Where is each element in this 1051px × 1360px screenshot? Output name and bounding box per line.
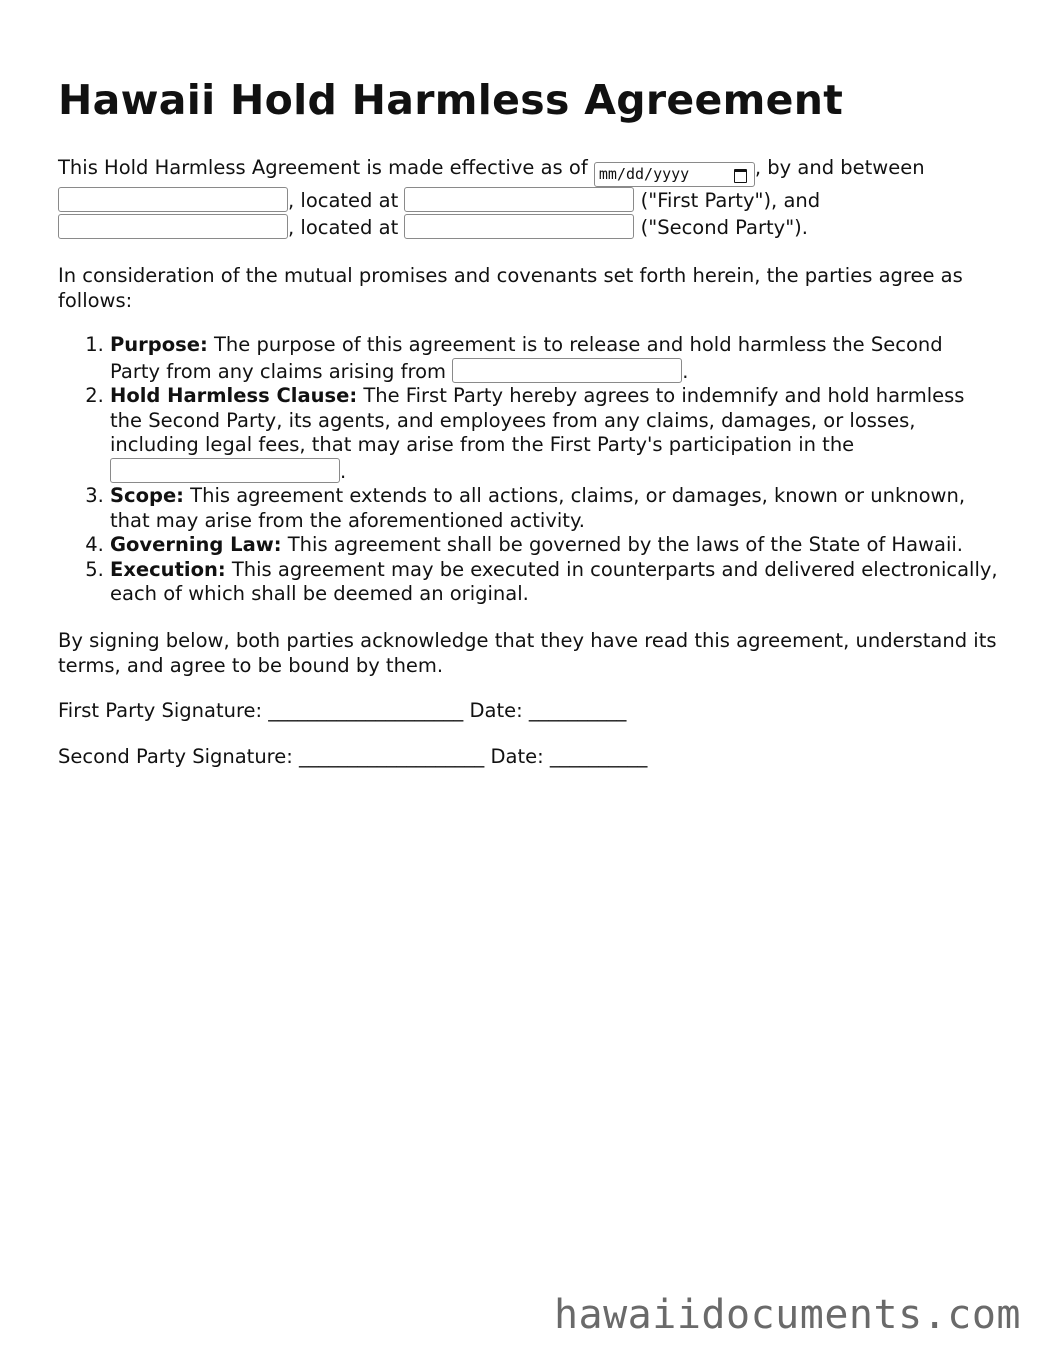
second-party-signature-line: Second Party Signature: ___________________ Date: __________ (58, 744, 648, 768)
clause-text: The purpose of this agreement is to release and hold harmless the Second Party from any claims arising from (110, 333, 943, 383)
activity-input[interactable] (110, 458, 340, 483)
clause-label: Scope: (110, 484, 184, 507)
consideration-paragraph: In consideration of the mutual promises and covenants set forth herein, the parties agree as follows: (58, 264, 963, 312)
clause-label: Hold Harmless Clause: (110, 384, 358, 407)
intro-text-1: This Hold Harmless Agreement is made effective as of (58, 156, 594, 179)
second-party-suffix: ("Second Party"). (634, 216, 808, 239)
date-placeholder: mm/dd/yyyy (598, 165, 690, 183)
clause-text: This agreement may be executed in counterparts and delivered electronically, each of which shall be deemed an original. (110, 557, 998, 605)
clause-label: Execution: (110, 557, 226, 581)
effective-date-input[interactable] (594, 162, 755, 187)
claims-source-input[interactable] (452, 358, 682, 383)
intro-text-2: , by and between (754, 156, 925, 179)
second-party-name-input[interactable] (58, 214, 288, 239)
clause-text-end: . (682, 359, 689, 383)
clause-governing-law (110, 533, 998, 558)
located-at-text-1: , located at (288, 189, 405, 212)
clause-hold-harmless (110, 384, 998, 484)
calendar-icon[interactable] (734, 169, 747, 183)
clause-text: This agreement shall be governed by the laws of the State of Hawaii. (281, 533, 963, 556)
located-at-text-2: , located at (288, 216, 405, 239)
clause-label: Governing Law: (110, 533, 282, 556)
clause-execution (110, 558, 998, 607)
clause-text-end: . (340, 459, 347, 483)
intro-paragraph (58, 154, 998, 241)
watermark: hawaiidocuments.com (553, 1292, 1021, 1338)
first-party-signature-line: First Party Signature: ____________________ Date: __________ (58, 698, 627, 722)
second-party-address-input[interactable] (404, 214, 634, 239)
first-party-name-input[interactable] (58, 187, 288, 212)
acknowledgement-paragraph: By signing below, both parties acknowledge that they have read this agreement, understand its terms, and agree to be bound by them. (58, 628, 997, 677)
clause-purpose (110, 333, 998, 384)
clause-text: This agreement extends to all actions, claims, or damages, known or unknown, that may arise from the aforementioned activity. (110, 484, 966, 532)
clause-text: The First Party hereby agrees to indemnify and hold harmless the Second Party, its agents, and employees from any claims, damages, or losses, including legal fees, that may arise from the First Party's participation in the (110, 384, 965, 456)
document-title: Hawaii Hold Harmless Agreement (58, 76, 844, 124)
first-party-suffix: ("First Party"), and (634, 189, 821, 212)
clause-label: Purpose: (110, 333, 208, 356)
clause-scope (110, 484, 998, 533)
agreement-page (58, 72, 998, 770)
clauses-list (58, 333, 998, 607)
first-party-address-input[interactable] (404, 187, 634, 212)
